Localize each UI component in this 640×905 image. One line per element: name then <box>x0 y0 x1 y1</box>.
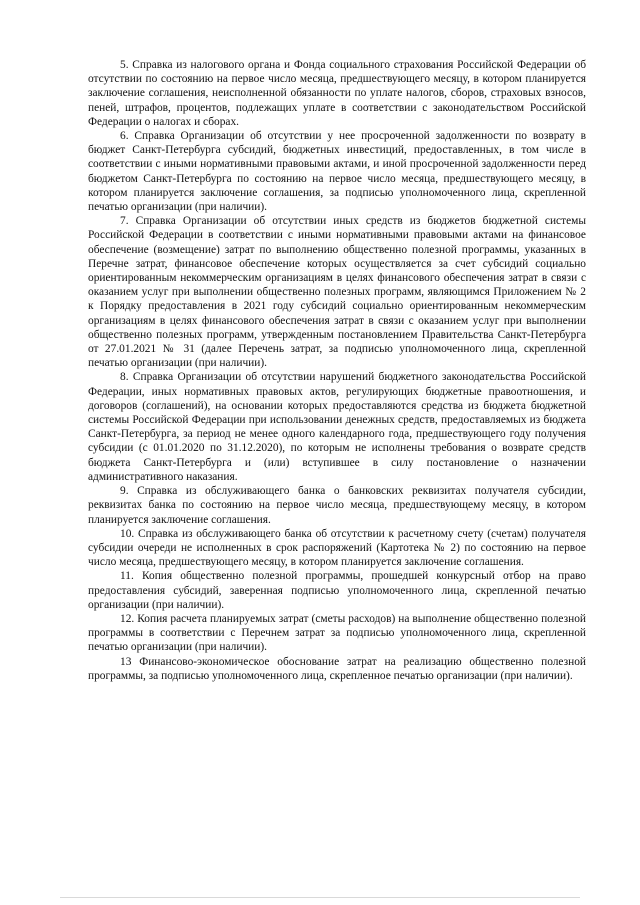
list-item-9: 9. Справка из обслуживающего банка о банковских реквизитах получателя субсидии, реквизитах банка по состоянию на первое число месяца, предшествующему месяцу, в котором планируется заключение соглашения. <box>88 485 586 526</box>
scan-artifact-line <box>60 897 580 898</box>
list-item-8: 8. Справка Организации об отсутствии нарушений бюджетного законодательства Российской Федерации, иных нормативных правовых актов, регулирующих бюджетные правоотношения, и договоров (соглашений), на основании которых предоставляются средства из бюджета бюджетной системы Российской Федерации при использовании денежных средств, предоставляемых из бюджета Санкт-Петербурга, за период не менее одного календарного года, предшествующего году получения субсидии (с 01.01.2020 по 31.12.2020), по которым не исполнены требования о возврате средств бюджета Санкт-Петербурга и (или) вступившее в силу постановление о назначении административного наказания. <box>88 371 586 483</box>
list-item-10: 10. Справка из обслуживающего банка об отсутствии к расчетному счету (счетам) получателя субсидии очереди не исполненных в срок распоряжений (Картотека № 2) по состоянию на первое число месяца, предшествующего месяцу, в котором планируется заключение соглашения. <box>88 527 586 569</box>
list-item-11: 11. Копия общественно полезной программы, прошедшей конкурсный отбор на право предоставления субсидий, заверенная подписью уполномоченного лица, скрепленной печатью организации (при наличии). <box>88 570 586 611</box>
list-item-13: 13 Финансово-экономическое обоснование затрат на реализацию общественно полезной программы, за подписью уполномоченного лица, скрепленное печатью организации (при наличии). <box>88 655 586 682</box>
list-item-12: 12. Копия расчета планируемых затрат (сметы расходов) на выполнение общественно полезной программы в соответствии с Перечнем затрат за подписью уполномоченного лица, скрепленной печатью организации (при наличии). <box>88 612 586 654</box>
list-item-5: 5. Справка из налогового органа и Фонда социального страхования Российской Федерации об отсутствии по состоянию на первое число месяца, предшествующего месяцу, в котором планируется заключение соглашения, неисполненной обязанности по уплате налогов, сборов, страховых взносов, пеней, штрафов, процентов, подлежащих уплате в соответствии с законодательством Российской Федерации о налогах и сборах. <box>88 59 586 128</box>
list-item-7: 7. Справка Организации об отсутствии иных средств из бюджетов бюджетной системы Российской Федерации в соответствии с иными нормативными правовыми актами на финансовое обеспечение (возмещение) затрат по выполнению общественно полезной программы, указанных в Перечне затрат, финансовое обеспечение которых осуществляется за счет субсидий социально ориентированным некоммерческим организациям в целях финансового обеспечения затрат в связи с оказанием услуг при выполнении общественно полезных программ, являющимся Приложением № 2 к Порядку предоставления в 2021 году субсидий социально ориентированным некоммерческим организациям в целях финансового обеспечения затрат в связи с оказанием услуг при выполнении общественно полезных программ, утвержденным постановлением Правительства Санкт-Петербурга от 27.01.2021 № 31 (далее Перечень затрат, за подписью уполномоченного лица, скрепленной печатью организации (при наличии). <box>88 215 586 370</box>
document-body <box>88 58 586 683</box>
list-item-6: 6. Справка Организации об отсутствии у нее просроченной задолженности по возврату в бюджет Санкт-Петербурга субсидий, бюджетных инвестиций, предоставленных, в том числе в соответствии с иными нормативными правовыми актами, и иной просроченной задолженности перед бюджетом Санкт-Петербурга по состоянию на первое число месяца, предшествующего месяцу, в котором планируется заключение соглашения, за подписью уполномоченного лица, скрепленной печатью организации (при наличии). <box>88 130 586 214</box>
